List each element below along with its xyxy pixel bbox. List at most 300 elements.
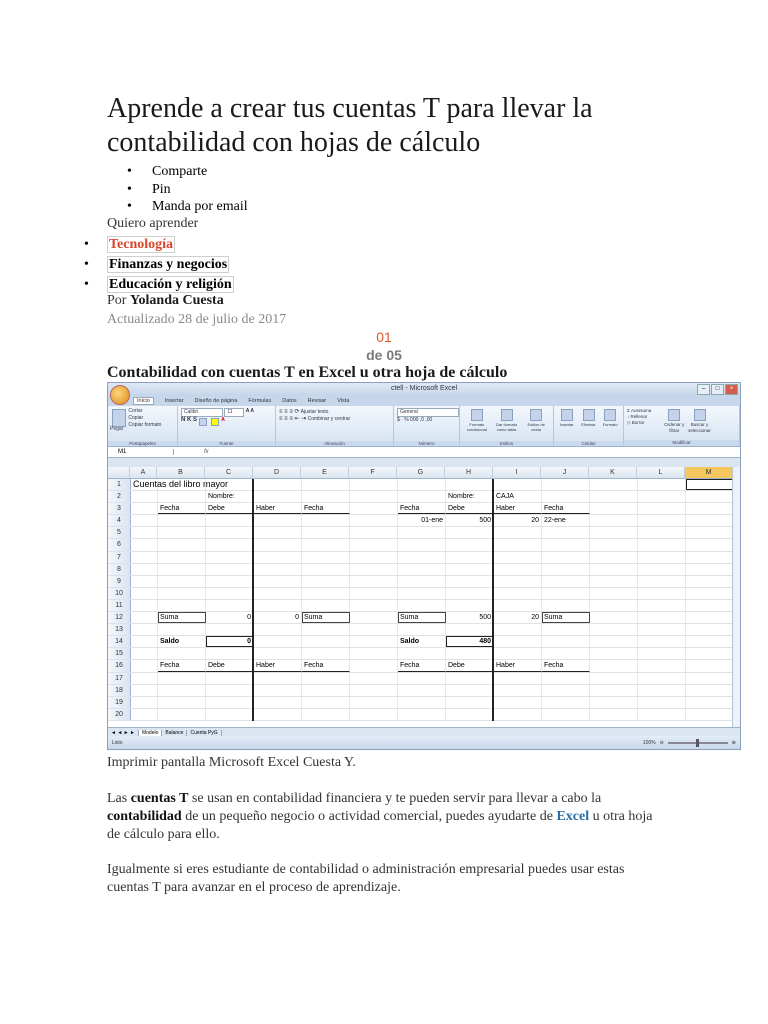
maximize-icon: □ — [711, 384, 724, 395]
grid-cell — [542, 491, 590, 502]
grid-cell — [398, 600, 446, 611]
status-bar — [108, 736, 740, 749]
grid-cell — [131, 552, 158, 563]
grid-row — [108, 515, 740, 527]
row-number: 7 — [108, 552, 131, 563]
grid-cell: Nombre: — [446, 491, 494, 502]
grid-cell — [494, 564, 542, 575]
grid-cell — [158, 697, 206, 708]
grid-cell — [254, 673, 302, 684]
row-number: 18 — [108, 685, 131, 696]
grid-cell — [350, 660, 398, 671]
zoom-slider — [668, 742, 728, 744]
excel-window-title: ctell - Microsoft Excel — [390, 385, 458, 392]
grid-cell — [131, 515, 158, 526]
grid-cell: Nombre: — [206, 491, 254, 502]
grid-row — [108, 709, 740, 721]
grid-cell — [398, 552, 446, 563]
grid-cell — [131, 709, 158, 720]
grid-cell — [158, 515, 206, 526]
column-header: E — [301, 467, 349, 478]
grid-cell: Fecha — [158, 660, 206, 671]
row-number: 20 — [108, 709, 131, 720]
grid-cell — [590, 636, 638, 647]
grid-row — [108, 552, 740, 564]
grid-cell: Debe — [206, 503, 254, 514]
grid-cell — [638, 515, 686, 526]
grid-cell — [686, 600, 734, 611]
window-buttons — [697, 384, 738, 395]
border-icon — [199, 418, 207, 426]
grid-cell — [302, 673, 350, 684]
column-header: G — [397, 467, 445, 478]
grid-cell: 0 — [206, 636, 254, 647]
grid-cell — [494, 648, 542, 659]
grid-cell — [686, 552, 734, 563]
grid-cell — [686, 660, 734, 671]
grid-cell — [398, 527, 446, 538]
grid-cell — [350, 612, 398, 623]
grid-cell — [494, 527, 542, 538]
grid-cell — [494, 600, 542, 611]
grid-cell — [158, 491, 206, 502]
grid-cell: Fecha — [542, 660, 590, 671]
grid-cell — [302, 588, 350, 599]
grid-cell: 0 — [206, 612, 254, 623]
paragraph-2: Igualmente si eres estudiante de contabilidad o administración empresarial puedes usar estas cuentas T para avanzar en el proceso de aprendizaje. — [107, 862, 625, 895]
grid-cell — [638, 576, 686, 587]
grid-cell — [446, 697, 494, 708]
sheet-nav-icon: ◄ ◄ ► ► — [108, 730, 139, 736]
grid-cell — [158, 539, 206, 550]
grid-cell — [350, 527, 398, 538]
author-name[interactable]: Yolanda Cuesta — [129, 293, 224, 308]
grid-cell — [254, 588, 302, 599]
grid-row — [108, 685, 740, 697]
sheet-tab: Balance — [162, 730, 187, 736]
grid-cell — [398, 685, 446, 696]
grid-cell — [398, 673, 446, 684]
grid-cell — [350, 479, 398, 490]
grid-cell — [350, 503, 398, 514]
grid-cell — [686, 491, 734, 502]
pin-link[interactable]: • Pin — [107, 181, 248, 199]
grid-cell — [302, 564, 350, 575]
conditional-format-icon — [471, 409, 483, 421]
grid-cell — [542, 479, 590, 490]
ribbon — [108, 406, 740, 447]
ribbon-group-number: General $ · % 000 ,0 ,00 Número — [394, 406, 460, 446]
zoom-out-icon: ⊖ — [659, 739, 664, 746]
grid-cell — [398, 588, 446, 599]
grid-cell — [446, 564, 494, 575]
grid-row — [108, 624, 740, 636]
sheet-tab: Modelo — [139, 730, 162, 736]
grid-cell — [131, 527, 158, 538]
category-finanzas[interactable]: • Finanzas y negocios — [84, 256, 234, 276]
grid-cell: CAJA — [494, 491, 542, 502]
close-icon: × — [725, 384, 738, 395]
grid-row — [108, 527, 740, 539]
grid-cell — [494, 588, 542, 599]
minimize-icon: – — [697, 384, 710, 395]
row-number: 12 — [108, 612, 131, 623]
grid-cell — [590, 576, 638, 587]
grid-row — [108, 539, 740, 551]
grid-cell — [446, 600, 494, 611]
grid-cell — [254, 709, 302, 720]
grid-cell — [590, 685, 638, 696]
row-number: 14 — [108, 636, 131, 647]
table-format-icon — [501, 409, 513, 421]
grid-cell — [158, 709, 206, 720]
grid-cell — [590, 697, 638, 708]
grid-cell — [158, 673, 206, 684]
grid-cell: Fecha — [398, 660, 446, 671]
grid-cell: 20 — [494, 612, 542, 623]
column-header: J — [541, 467, 589, 478]
grid-cell — [542, 636, 590, 647]
column-headers — [108, 467, 740, 479]
row-number: 8 — [108, 564, 131, 575]
grid-cell — [590, 515, 638, 526]
grid-cell — [542, 673, 590, 684]
grid-cell — [686, 624, 734, 635]
slide-counter: 01 — [376, 329, 392, 345]
cell-styles-icon — [530, 409, 542, 421]
grid-cell — [398, 624, 446, 635]
grid-cell — [254, 515, 302, 526]
grid-cell — [686, 588, 734, 599]
grid-cell — [638, 600, 686, 611]
grid-cell — [494, 636, 542, 647]
row-number: 4 — [108, 515, 131, 526]
grid-cell — [350, 539, 398, 550]
category-educacion[interactable]: • Educación y religión — [84, 276, 234, 296]
ribbon-group-editing: Σ Autosuma ↓ Rellenar ◇ Borrar Ordenar y filtrar Buscar y seleccionar Modificar — [624, 406, 740, 446]
grid-cell — [638, 685, 686, 696]
grid-cell — [131, 612, 158, 623]
zoom-control: 100% ⊖ ⊕ — [642, 739, 736, 746]
grid-cell — [638, 612, 686, 623]
grid-cell — [446, 709, 494, 720]
grid-cell: Debe — [446, 503, 494, 514]
grid-cell: 0 — [254, 612, 302, 623]
insert-icon — [561, 409, 573, 421]
grid-cell — [398, 491, 446, 502]
grid-cell — [398, 564, 446, 575]
grid-cell: Fecha — [302, 503, 350, 514]
column-header: I — [493, 467, 541, 478]
grid-cell — [686, 697, 734, 708]
grid-cell: Haber — [254, 503, 302, 514]
grid-cell — [254, 576, 302, 587]
ribbon-tab: Vista — [337, 398, 350, 404]
grid-cell — [686, 576, 734, 587]
grid-row — [108, 600, 740, 612]
grid-cell — [446, 527, 494, 538]
grid-cell — [446, 539, 494, 550]
grid-cell — [542, 648, 590, 659]
grid-cell — [590, 660, 638, 671]
grid-cell — [446, 685, 494, 696]
paste-icon — [112, 409, 126, 427]
grid-cell — [302, 491, 350, 502]
row-number: 17 — [108, 673, 131, 684]
grid-cell — [686, 709, 734, 720]
excel-link[interactable]: Excel — [556, 809, 590, 824]
grid-cell — [590, 673, 638, 684]
grid-cell — [446, 576, 494, 587]
grid-cell — [350, 564, 398, 575]
grid-cell — [206, 709, 254, 720]
grid-cell — [254, 539, 302, 550]
grid-row — [108, 564, 740, 576]
ribbon-tab: Fórmulas — [248, 398, 272, 404]
grid-cell: 480 — [446, 636, 494, 647]
grid-cell — [686, 685, 734, 696]
grid-cell — [206, 527, 254, 538]
grid-row — [108, 697, 740, 709]
grid-cell — [590, 588, 638, 599]
grid-cell — [446, 479, 494, 490]
grid-cell — [206, 624, 254, 635]
grid-cell — [302, 636, 350, 647]
grid-cell — [398, 697, 446, 708]
grid-cell — [206, 648, 254, 659]
grid-cell — [590, 600, 638, 611]
article-title: Aprende a crear tus cuentas T para llevar la contabilidad con hojas de cálculo — [107, 93, 593, 158]
grid-cell — [590, 491, 638, 502]
grid-cell — [542, 709, 590, 720]
grid-cell — [446, 588, 494, 599]
grid-cell — [542, 600, 590, 611]
ribbon-tabs — [108, 396, 740, 406]
grid-cell — [590, 564, 638, 575]
grid-cell: Suma — [302, 612, 350, 623]
grid-cell: 20 — [494, 515, 542, 526]
excel-screenshot — [107, 382, 741, 750]
row-number: 19 — [108, 697, 131, 708]
row-number: 1 — [108, 479, 131, 490]
column-header: F — [349, 467, 397, 478]
grid-cell — [686, 515, 734, 526]
grid-cell — [590, 527, 638, 538]
grid-cell — [686, 479, 734, 490]
grid-cell — [494, 479, 542, 490]
row-number: 2 — [108, 491, 131, 502]
grid-cell — [350, 552, 398, 563]
grid-cell: Suma — [158, 612, 206, 623]
email-link[interactable]: • Manda por email — [107, 198, 248, 216]
grid-cell — [158, 576, 206, 587]
grid-cell — [686, 564, 734, 575]
grid-cell — [302, 685, 350, 696]
name-box: M1 — [108, 449, 174, 455]
status-text: Listo — [112, 739, 123, 746]
grid-cell — [542, 576, 590, 587]
row-number: 10 — [108, 588, 131, 599]
ribbon-tab: Insertar — [164, 398, 184, 404]
grid-cell — [350, 648, 398, 659]
grid-cell — [350, 588, 398, 599]
grid-cell — [254, 648, 302, 659]
image-caption: Imprimir pantalla Microsoft Excel Cuesta Y. — [107, 755, 356, 770]
share-link[interactable]: • Comparte — [107, 163, 248, 181]
paragraph-1: Las cuentas T se usan en contabilidad financiera y te pueden servir para llevar a cabo la contabilidad de un pequeño negocio o actividad comercial, puedes ayudarte de Excel u otra hoja de cálculo para ello. — [107, 791, 653, 842]
column-header: M — [685, 467, 733, 478]
formula-bar — [108, 447, 740, 458]
grid-cell — [302, 552, 350, 563]
grid-cell — [206, 685, 254, 696]
t-account-divider — [492, 479, 494, 721]
grid-cell — [590, 648, 638, 659]
grid-cell — [590, 612, 638, 623]
grid-row — [108, 479, 740, 491]
byline: Por Yolanda Cuesta — [107, 293, 224, 308]
grid-row — [108, 673, 740, 685]
grid-cell — [638, 539, 686, 550]
spreadsheet-grid — [108, 467, 740, 727]
grid-cell — [638, 648, 686, 659]
grid-cell — [494, 539, 542, 550]
grid-cell — [302, 515, 350, 526]
grid-cell — [302, 648, 350, 659]
grid-cell — [206, 697, 254, 708]
excel-titlebar — [108, 383, 740, 396]
grid-cell — [638, 697, 686, 708]
grid-cell: Saldo — [398, 636, 446, 647]
grid-cell — [350, 673, 398, 684]
grid-cell — [206, 539, 254, 550]
grid-cell — [446, 673, 494, 684]
ribbon-group-clipboard: Cortar Copiar Copiar formato Pegar Portapapeles — [108, 406, 178, 446]
format-icon — [604, 409, 616, 421]
grid-row — [108, 648, 740, 660]
grid-cell — [206, 600, 254, 611]
category-list — [84, 236, 234, 296]
zoom-in-icon: ⊕ — [731, 739, 736, 746]
grid-cell — [158, 564, 206, 575]
grid-cell — [206, 515, 254, 526]
grid-cell — [350, 515, 398, 526]
sheet-tab: Cuenta PyG — [187, 730, 221, 736]
grid-row — [108, 636, 740, 648]
column-header: H — [445, 467, 493, 478]
row-number: 15 — [108, 648, 131, 659]
grid-cell — [302, 576, 350, 587]
grid-cell — [542, 552, 590, 563]
grid-cell — [206, 588, 254, 599]
grid-cell — [131, 648, 158, 659]
grid-row — [108, 660, 740, 672]
grid-cell — [542, 685, 590, 696]
grid-cell — [638, 552, 686, 563]
grid-cell — [398, 709, 446, 720]
grid-cell — [158, 588, 206, 599]
grid-cell — [131, 539, 158, 550]
ribbon-tab: Datos — [282, 398, 297, 404]
grid-cell — [254, 479, 302, 490]
grid-cell — [590, 503, 638, 514]
grid-cell — [302, 624, 350, 635]
grid-cell — [131, 697, 158, 708]
fill-color-icon — [211, 418, 219, 426]
grid-cell — [590, 709, 638, 720]
grid-cell — [131, 491, 158, 502]
grid-cell: Haber — [494, 503, 542, 514]
grid-cell — [158, 624, 206, 635]
grid-cell — [158, 552, 206, 563]
ribbon-group-alignment: ≡ ≡ ≡ ⟳ Ajustar texto ≡ ≡ ≡ ⇤ ⇥ Combinar y centrar Alineación — [276, 406, 394, 446]
grid-cell — [302, 709, 350, 720]
grid-cell — [686, 636, 734, 647]
grid-cell: Suma — [398, 612, 446, 623]
grid-cell — [638, 588, 686, 599]
grid-cell — [686, 612, 734, 623]
grid-cell — [446, 624, 494, 635]
grid-cell — [638, 660, 686, 671]
column-header: A — [130, 467, 157, 478]
grid-cell — [350, 491, 398, 502]
ribbon-group-cells: Insertar Eliminar Formato Celdas — [554, 406, 624, 446]
row-number: 11 — [108, 600, 131, 611]
grid-cell — [350, 624, 398, 635]
grid-cell — [158, 479, 206, 490]
grid-cell: Fecha — [302, 660, 350, 671]
grid-cell — [254, 636, 302, 647]
grid-cell — [446, 552, 494, 563]
grid-cell — [494, 624, 542, 635]
column-header: L — [637, 467, 685, 478]
grid-cell — [350, 600, 398, 611]
grid-cell — [254, 600, 302, 611]
ribbon-group-styles: Formato condicional Dar formato como tabla Estilos de celda Estilos — [460, 406, 554, 446]
grid-cell — [542, 697, 590, 708]
grid-cell: Fecha — [542, 503, 590, 514]
grid-cell — [302, 600, 350, 611]
grid-cell — [131, 588, 158, 599]
grid-cell — [398, 539, 446, 550]
grid-cell — [131, 600, 158, 611]
slide-title: Contabilidad con cuentas T en Excel u otra hoja de cálculo — [107, 364, 508, 381]
row-number: 13 — [108, 624, 131, 635]
grid-cell — [206, 673, 254, 684]
grid-cell — [590, 624, 638, 635]
grid-cell — [158, 527, 206, 538]
grid-cell — [131, 636, 158, 647]
row-number: 5 — [108, 527, 131, 538]
quiero-aprender-label: Quiero aprender — [107, 216, 199, 231]
select-all-corner — [108, 467, 130, 478]
grid-cell — [686, 539, 734, 550]
grid-cell — [131, 624, 158, 635]
ribbon-tab: Diseño de página — [194, 398, 238, 404]
grid-cell — [638, 624, 686, 635]
grid-cell: Cuentas del libro mayor — [133, 479, 229, 489]
grid-cell — [638, 636, 686, 647]
grid-cell — [398, 648, 446, 659]
row-number: 3 — [108, 503, 131, 514]
category-tecnologia[interactable]: • Tecnología — [84, 236, 234, 256]
grid-cell — [638, 564, 686, 575]
grid-cell — [131, 685, 158, 696]
grid-rows — [108, 479, 740, 721]
grid-cell — [686, 673, 734, 684]
grid-cell — [638, 479, 686, 490]
column-header: K — [589, 467, 637, 478]
grid-cell — [686, 648, 734, 659]
